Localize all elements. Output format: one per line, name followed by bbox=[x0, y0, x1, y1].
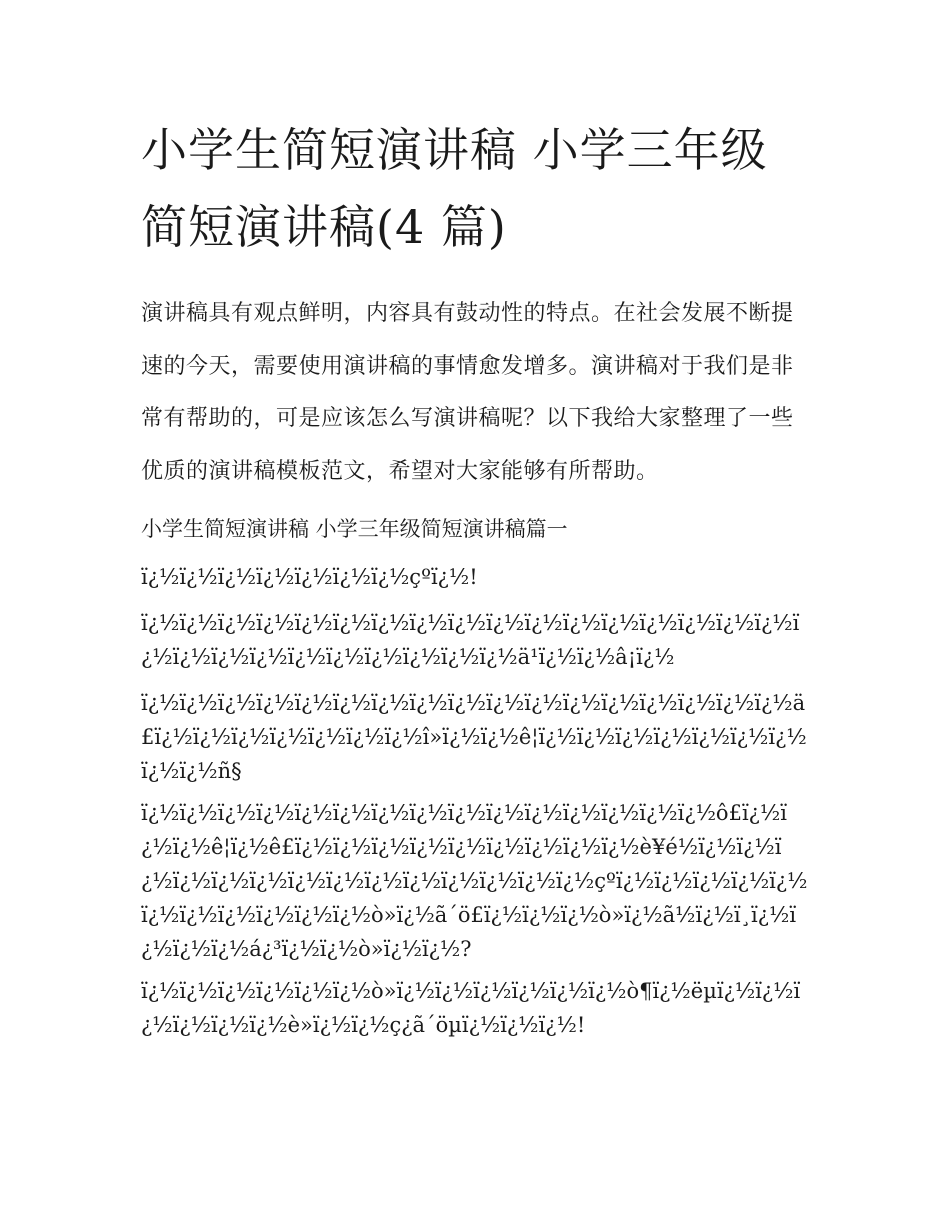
intro-paragraph: 演讲稿具有观点鲜明，内容具有鼓动性的特点。在社会发展不断提速的今天，需要使用演讲稿的事情愈发增多。演讲稿对于我们是非常有帮助的，可是应该怎么写演讲稿呢？以下我给大家整理了一些优质的演讲稿模板范文，希望对大家能够有所帮助。 bbox=[141, 301, 794, 484]
section-heading: 小学生简短演讲稿 小学三年级简短演讲稿篇一 bbox=[141, 517, 568, 541]
garbled-paragraph: ï¿½ï¿½ï¿½ï¿½ï¿½ï¿½ï¿½ï¿½ï¿½ï¿½ï¿½ï¿½ï¿½ï¿½ï¿½ï¿½ï¿½ï¿½ï¿½ï¿½ï¿½ï¿½ï¿½ï¿½ï¿½ï¿½ï¿½ä¹ï¿½ï¿½â¡ï¿½ bbox=[141, 611, 800, 669]
document-body bbox=[141, 112, 813, 1042]
garbled-paragraph: ï¿½ï¿½ï¿½ï¿½ï¿½ï¿½ï¿½çºï¿½! bbox=[141, 565, 478, 589]
garbled-paragraph: ï¿½ï¿½ï¿½ï¿½ï¿½ï¿½ï¿½ï¿½ï¿½ï¿½ï¿½ï¿½ï¿½ï¿½ï¿½ï¿½ï¿½ä£ï¿½ï¿½ï¿½ï¿½ï¿½ï¿½ï¿½î»ï¿½ï¿½ê¦ï¿½ï¿½ï¿½ï¿½ï¿½ï¿½ï¿½ï¿½ï¿½ñ§ bbox=[141, 691, 807, 783]
garbled-paragraph: ï¿½ï¿½ï¿½ï¿½ï¿½ï¿½ï¿½ï¿½ï¿½ï¿½ï¿½ï¿½ï¿½ï¿½ï¿½ô£ï¿½ï¿½ï¿½ê¦ï¿½ê£ï¿½ï¿½ï¿½ï¿½ï¿½ï¿½ï¿½ï¿½ï¿½è¥é½ï¿½ï¿½ï¿½ï¿½ï¿½ï¿½ï¿½ï¿½ï¿½ï¿½ï¿½ï¿½ï¿½ï¿½çºï¿½ï¿½ï¿½ï¿½ï¿½ï¿½ï¿½ï¿½ï¿½ï¿½ï¿½ò»ï¿½ã´ö£ï¿½ï¿½ï¿½ò»ï¿½ã½ï¿½ï¸ï¿½ï¿½ï¿½ï¿½á¿³ï¿½ï¿½ò»ï¿½ï¿½? bbox=[141, 801, 808, 961]
garbled-paragraph: ï¿½ï¿½ï¿½ï¿½ï¿½ï¿½ò»ï¿½ï¿½ï¿½ï¿½ï¿½ï¿½ò¶ï¿½ëµï¿½ï¿½ï¿½ï¿½ï¿½ï¿½è»ï¿½ï¿½ç¿ã´öµï¿½ï¿½ï¿½! bbox=[141, 979, 801, 1037]
document-title: 小学生简短演讲稿 小学三年级简短演讲稿(4 篇) bbox=[141, 123, 768, 254]
